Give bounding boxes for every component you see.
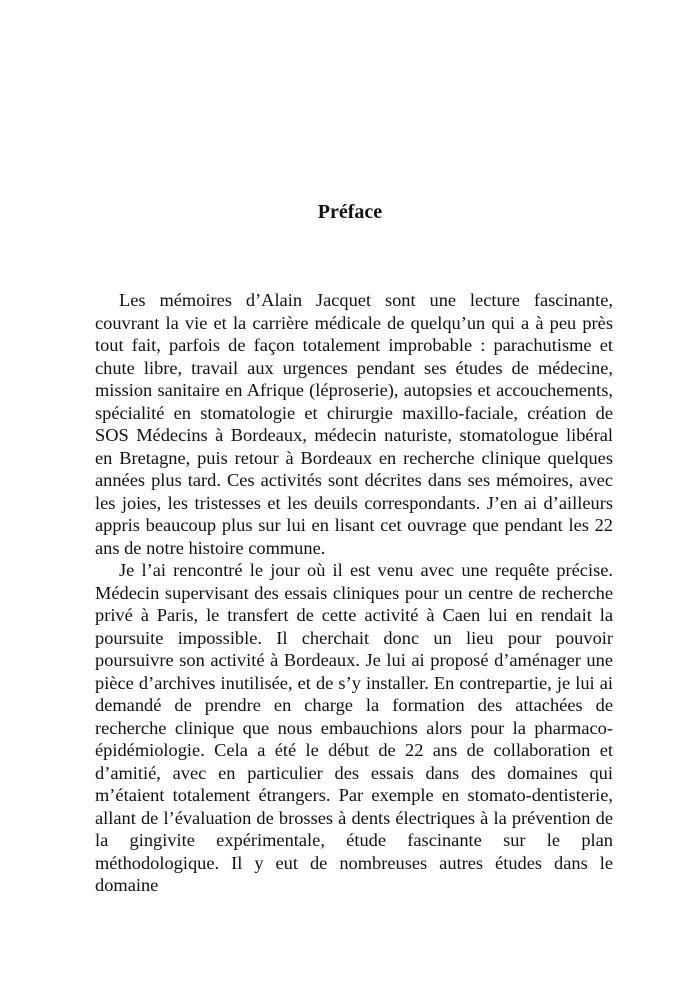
paragraph-2: Je l’ai rencontré le jour où il est venu avec une requête précise. Médecin supervisant des essais cliniques pour un centre de recherche privé à Paris, le transfert de cette activité à Caen lui en rendait la poursuite impossible. Il cherchait donc un lieu pour pouvoir poursuivre son activité à Bordeaux. Je lui ai proposé d’aménager une pièce d’archives inutilisée, et de s’y installer. En contrepartie, je lui ai demandé de prendre en charge la formation des attachées de recherche clinique que nous embauchions alors pour la pharmaco-épidémiologie. Cela a été le début de 22 ans de collaboration et d’amitié, avec en particulier des essais dans des domaines qui m’étaient totalement étrangers. Par exemple en stomato-dentisterie, allant de l’évaluation de brosses à dents électriques à la prévention de la gingivite expérimentale, étude fascinante sur le plan méthodologique. Il y eut de nombreuses autres études dans le domaine [95,560,613,895]
page-title: Préface [317,201,383,223]
body-text [95,289,613,897]
paragraph-1: Les mémoires d’Alain Jacquet sont une lecture fascinante, couvrant la vie et la carrière médicale de quelqu’un qui a à peu près tout fait, parfois de façon totalement improbable : parachutisme et chute libre, travail aux urgences pendant ses études de médecine, mission sanitaire en Afrique (léproserie), autopsies et accouchements, spécialité en stomatologie et chirurgie maxillo-faciale, création de SOS Médecins à Bordeaux, médecin naturiste, stomatologue libéral en Bretagne, puis retour à Bordeaux en recherche clinique quelques années plus tard. Ces activités sont décrites dans ses mémoires, avec les joies, les tristesses et les deuils correspondants. J’en ai d’ailleurs appris beaucoup plus sur lui en lisant cet ouvrage que pendant les 22 ans de notre histoire commune. [95,290,613,558]
